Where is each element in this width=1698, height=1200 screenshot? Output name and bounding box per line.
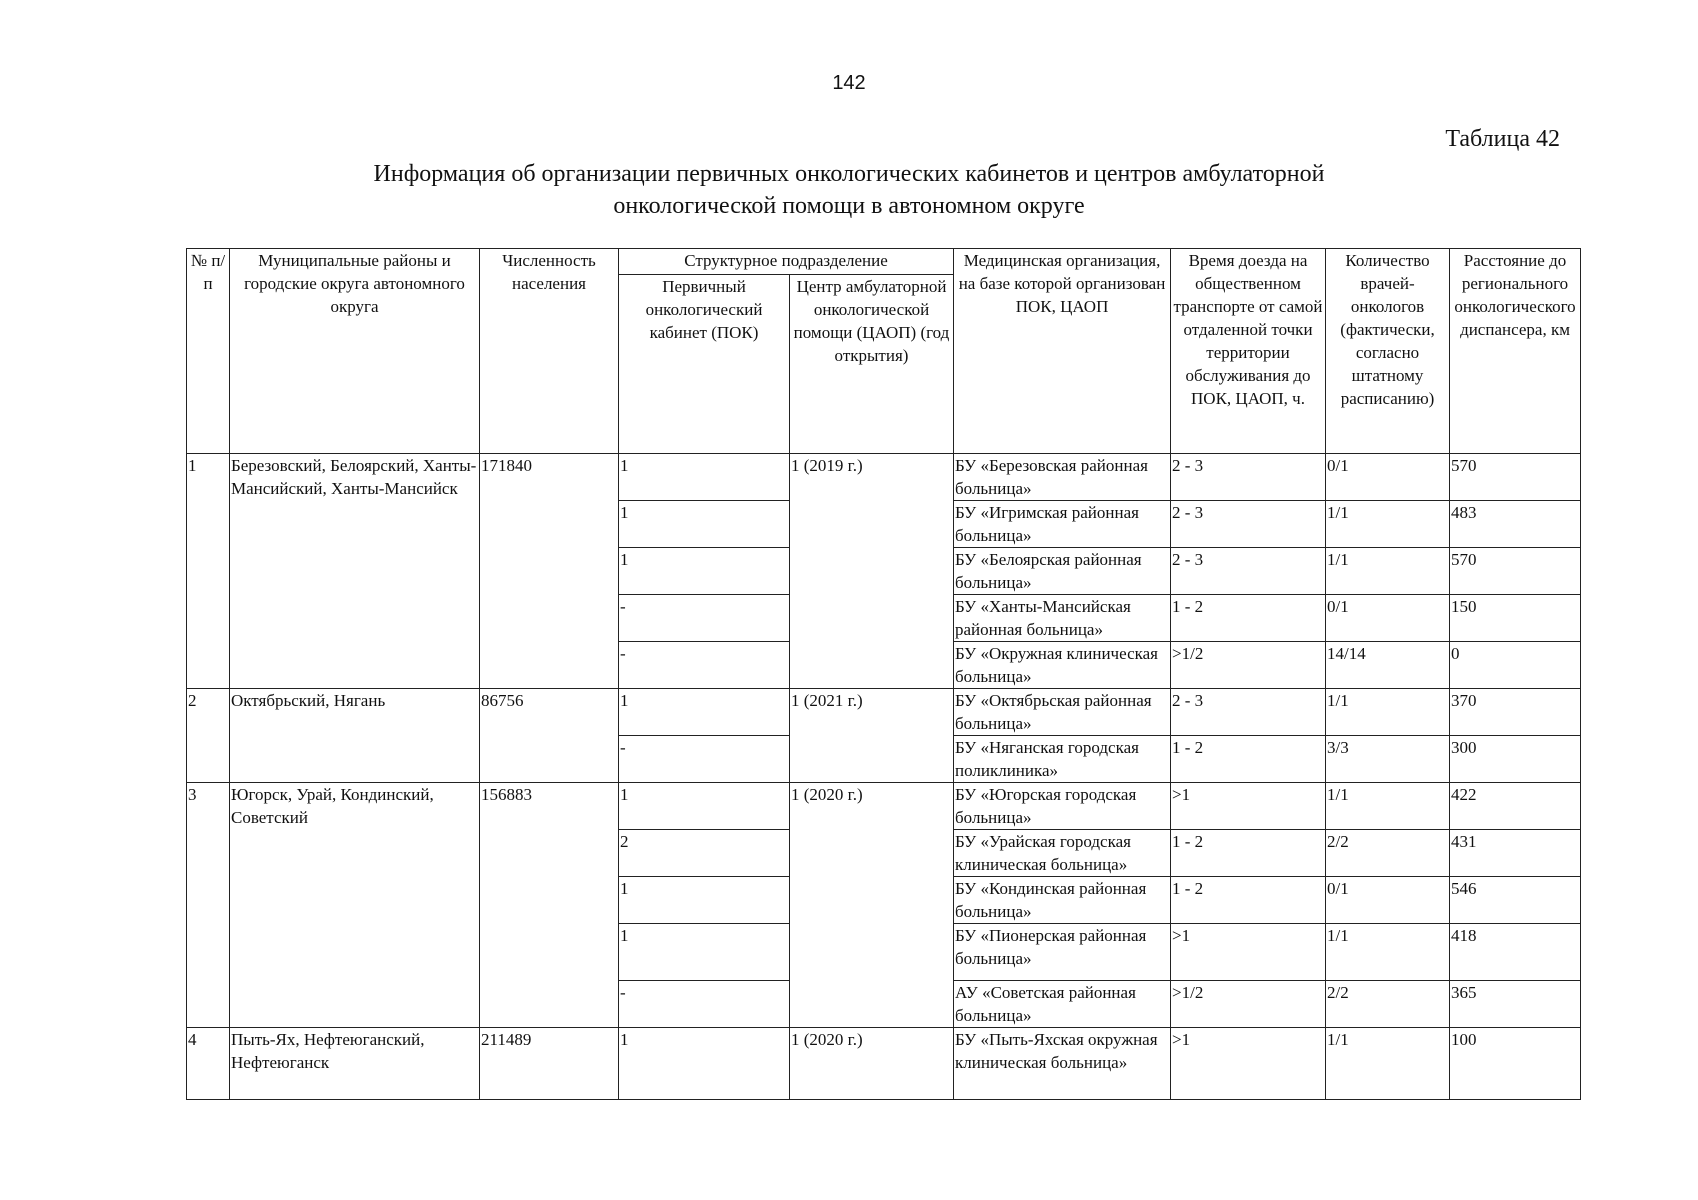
header-travel-time: Время доезда на общественном транспорте от самой отдаленной точки территории обслуживания до ПОК, ЦАОП, ч. xyxy=(1171,249,1326,454)
doctors-cell: 0/1 xyxy=(1326,595,1450,642)
header-num: № п/п xyxy=(187,249,230,454)
doctors-cell: 1/1 xyxy=(1326,689,1450,736)
row-number: 2 xyxy=(187,689,230,783)
travel-time-cell: 2 - 3 xyxy=(1171,689,1326,736)
travel-time-cell: 2 - 3 xyxy=(1171,501,1326,548)
distance-cell: 0 xyxy=(1450,642,1581,689)
doctors-cell: 2/2 xyxy=(1326,981,1450,1028)
organization-cell: БУ «Пыть-Яхская окружная клиническая больница» xyxy=(954,1028,1171,1100)
header-pok: Первичный онкологический кабинет (ПОК) xyxy=(619,275,790,454)
header-distance: Расстояние до регионального онкологического диспансера, км xyxy=(1450,249,1581,454)
organization-cell: БУ «Игримская районная больница» xyxy=(954,501,1171,548)
district-cell: Березовский, Белоярский, Ханты-Мансийский, Ханты-Мансийск xyxy=(230,454,480,689)
pok-cell: 1 xyxy=(619,877,790,924)
travel-time-cell: 1 - 2 xyxy=(1171,877,1326,924)
pok-cell: 1 xyxy=(619,501,790,548)
caop-cell: 1 (2020 г.) xyxy=(790,783,954,1028)
pok-cell: - xyxy=(619,981,790,1028)
district-cell: Октябрьский, Нягань xyxy=(230,689,480,783)
pok-cell: - xyxy=(619,736,790,783)
organization-cell: БУ «Березовская районная больница» xyxy=(954,454,1171,501)
travel-time-cell: 1 - 2 xyxy=(1171,595,1326,642)
header-population: Численность населения xyxy=(480,249,619,454)
organization-cell: БУ «Югорская городская больница» xyxy=(954,783,1171,830)
travel-time-cell: >1 xyxy=(1171,1028,1326,1100)
travel-time-cell: >1/2 xyxy=(1171,981,1326,1028)
distance-cell: 418 xyxy=(1450,924,1581,981)
distance-cell: 422 xyxy=(1450,783,1581,830)
travel-time-cell: >1/2 xyxy=(1171,642,1326,689)
header-doctors-count: Количество врачей-онкологов (фактически, согласно штатному расписанию) xyxy=(1326,249,1450,454)
caop-cell: 1 (2021 г.) xyxy=(790,689,954,783)
doctors-cell: 3/3 xyxy=(1326,736,1450,783)
title-line-1: Информация об организации первичных онкологических кабинетов и центров амбулаторной xyxy=(373,161,1325,187)
pok-cell: 1 xyxy=(619,454,790,501)
distance-cell: 570 xyxy=(1450,548,1581,595)
travel-time-cell: 2 - 3 xyxy=(1171,454,1326,501)
organization-cell: АУ «Советская районная больница» xyxy=(954,981,1171,1028)
travel-time-cell: 2 - 3 xyxy=(1171,548,1326,595)
page-number: 142 xyxy=(832,72,866,94)
pok-cell: 1 xyxy=(619,924,790,981)
row-number: 4 xyxy=(187,1028,230,1100)
doctors-cell: 0/1 xyxy=(1326,454,1450,501)
travel-time-cell: >1 xyxy=(1171,924,1326,981)
district-cell: Пыть-Ях, Нефтеюганский, Нефтеюганск xyxy=(230,1028,480,1100)
table-row xyxy=(187,783,1581,830)
organization-cell: БУ «Окружная клиническая больница» xyxy=(954,642,1171,689)
caop-cell: 1 (2020 г.) xyxy=(790,1028,954,1100)
doctors-cell: 1/1 xyxy=(1326,548,1450,595)
doctors-cell: 1/1 xyxy=(1326,501,1450,548)
header-structural-unit: Структурное подразделение xyxy=(619,249,954,275)
organization-cell: БУ «Ханты-Мансийская районная больница» xyxy=(954,595,1171,642)
distance-cell: 546 xyxy=(1450,877,1581,924)
organization-cell: БУ «Октябрьская районная больница» xyxy=(954,689,1171,736)
doctors-cell: 2/2 xyxy=(1326,830,1450,877)
header-caop: Центр амбулаторной онкологической помощи (ЦАОП) (год открытия) xyxy=(790,275,954,454)
caop-cell: 1 (2019 г.) xyxy=(790,454,954,689)
pok-cell: 2 xyxy=(619,830,790,877)
pok-cell: 1 xyxy=(619,1028,790,1100)
row-number: 1 xyxy=(187,454,230,689)
distance-cell: 365 xyxy=(1450,981,1581,1028)
doctors-cell: 0/1 xyxy=(1326,877,1450,924)
distance-cell: 300 xyxy=(1450,736,1581,783)
table-label: Таблица 42 xyxy=(1445,126,1560,152)
pok-cell: 1 xyxy=(619,548,790,595)
organization-cell: БУ «Белоярская районная больница» xyxy=(954,548,1171,595)
travel-time-cell: 1 - 2 xyxy=(1171,736,1326,783)
pok-cell: 1 xyxy=(619,689,790,736)
doctors-cell: 1/1 xyxy=(1326,924,1450,981)
table-row xyxy=(187,1028,1581,1100)
district-cell: Югорск, Урай, Кондинский, Советский xyxy=(230,783,480,1028)
population-cell: 171840 xyxy=(480,454,619,689)
oncology-table xyxy=(186,248,1581,1100)
header-medical-organization: Медицинская организация, на базе которой организован ПОК, ЦАОП xyxy=(954,249,1171,454)
table-row xyxy=(187,689,1581,736)
distance-cell: 570 xyxy=(1450,454,1581,501)
doctors-cell: 1/1 xyxy=(1326,1028,1450,1100)
travel-time-cell: 1 - 2 xyxy=(1171,830,1326,877)
distance-cell: 431 xyxy=(1450,830,1581,877)
pok-cell: 1 xyxy=(619,783,790,830)
organization-cell: БУ «Урайская городская клиническая больница» xyxy=(954,830,1171,877)
header-district: Муниципальные районы и городские округа автономного округа xyxy=(230,249,480,454)
distance-cell: 100 xyxy=(1450,1028,1581,1100)
population-cell: 211489 xyxy=(480,1028,619,1100)
pok-cell: - xyxy=(619,642,790,689)
document-title xyxy=(0,158,1698,222)
pok-cell: - xyxy=(619,595,790,642)
distance-cell: 370 xyxy=(1450,689,1581,736)
doctors-cell: 14/14 xyxy=(1326,642,1450,689)
population-cell: 86756 xyxy=(480,689,619,783)
table-row xyxy=(187,454,1581,501)
distance-cell: 483 xyxy=(1450,501,1581,548)
row-number: 3 xyxy=(187,783,230,1028)
distance-cell: 150 xyxy=(1450,595,1581,642)
population-cell: 156883 xyxy=(480,783,619,1028)
travel-time-cell: >1 xyxy=(1171,783,1326,830)
organization-cell: БУ «Кондинская районная больница» xyxy=(954,877,1171,924)
title-line-2: онкологической помощи в автономном округе xyxy=(613,193,1085,219)
doctors-cell: 1/1 xyxy=(1326,783,1450,830)
organization-cell: БУ «Няганская городская поликлиника» xyxy=(954,736,1171,783)
organization-cell: БУ «Пионерская районная больница» xyxy=(954,924,1171,981)
